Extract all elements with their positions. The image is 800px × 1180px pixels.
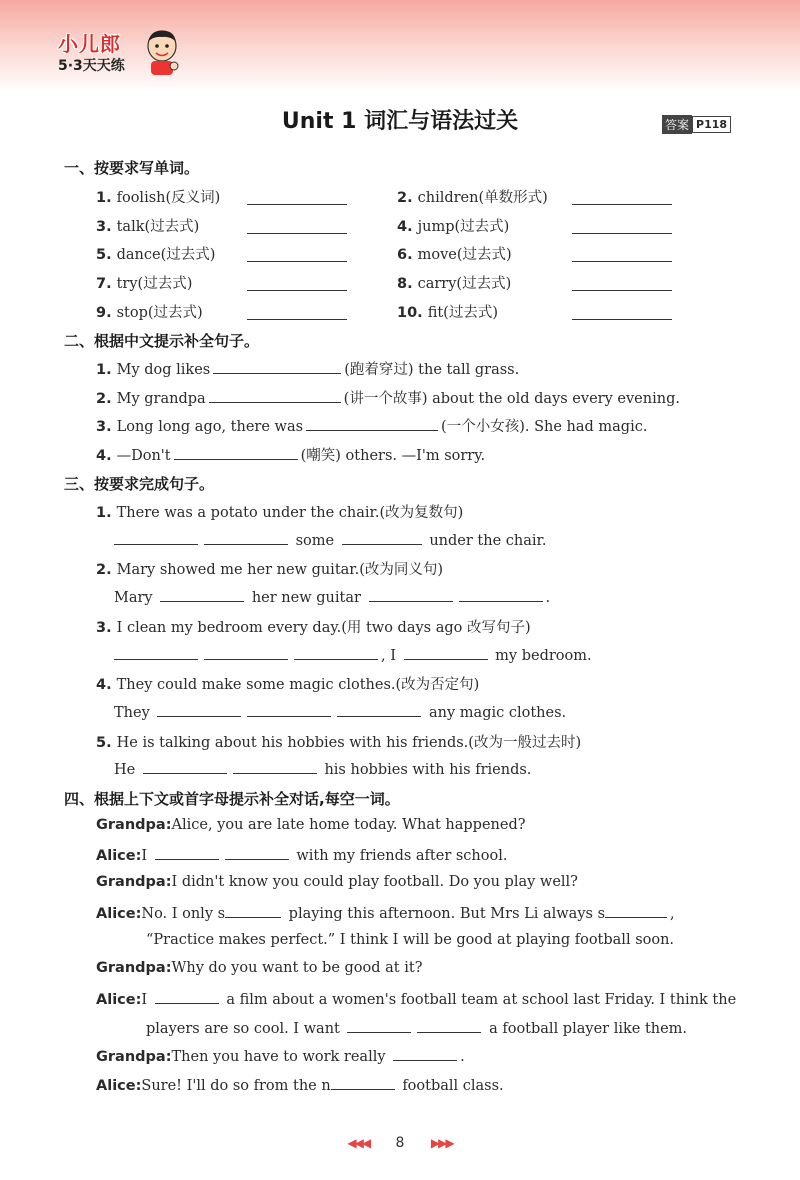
s3-3-blank-d[interactable] (404, 645, 488, 660)
s1-item-4: 4. jump(过去式) (397, 219, 510, 235)
s3-5-blank-b[interactable] (233, 759, 317, 774)
s3-question-2: 2. Mary showed me her new guitar.(改为同义句) (96, 562, 444, 578)
answer-label: 答案 (662, 115, 692, 134)
s2-blank-3[interactable] (306, 416, 438, 431)
s3-4-blank-b[interactable] (247, 702, 331, 717)
dialog-line-4: Alice:No. I only s playing this afternoon. But Mrs Li always s , (96, 903, 675, 922)
brand-logo (58, 28, 125, 75)
s4-blank-6[interactable] (347, 1018, 411, 1033)
s2-item-3: 3. Long long ago, there was (一个小女孩). She had magic. (96, 415, 647, 436)
s1-item-1: 1. foolish(反义词) (96, 190, 221, 206)
s3-question-4: 4. They could make some magic clothes.(改为否定句) (96, 677, 480, 693)
s3-answer-5: He his hobbies with his friends. (114, 759, 531, 778)
s3-answer-2: Mary her new guitar . (114, 587, 550, 606)
s4-blank-5[interactable] (155, 989, 219, 1004)
s1-item-6: 6. move(过去式) (397, 247, 512, 263)
s3-4-blank-c[interactable] (337, 702, 421, 717)
s4-blank-7[interactable] (417, 1018, 481, 1033)
s1-blank-2[interactable] (572, 203, 672, 205)
s1-item-3: 3. talk(过去式) (96, 219, 200, 235)
s1-item-7: 7. try(过去式) (96, 276, 193, 292)
series-name: 5·3天天练 (58, 58, 125, 74)
dialog-line-7: Alice:I a film about a women's football team at school last Friday. I think the (96, 989, 736, 1008)
section2-heading: 二、根据中文提示补全句子。 (64, 332, 260, 350)
s1-item-10: 10. fit(过去式) (397, 305, 498, 321)
s4-blank-3[interactable] (225, 903, 281, 918)
s1-blank-1[interactable] (247, 203, 347, 205)
s3-question-3: 3. I clean my bedroom every day.(用 two days ago 改写句子) (96, 620, 531, 636)
s2-blank-2[interactable] (209, 388, 341, 403)
s1-blank-10[interactable] (572, 318, 672, 320)
left-arrows-icon: ◀◀◀ (347, 1136, 370, 1150)
page-footer (0, 1135, 800, 1151)
dialog-line-8: players are so cool. I want a football player like them. (146, 1018, 687, 1037)
right-arrows-icon: ▶▶▶ (430, 1136, 453, 1150)
page-title: Unit 1 词汇与语法过关 (281, 109, 519, 134)
s4-blank-1[interactable] (155, 845, 219, 860)
s3-5-blank-a[interactable] (143, 759, 227, 774)
s2-item-4: 4. —Don't (嘲笑) others. —I'm sorry. (96, 444, 485, 465)
s1-item-9: 9. stop(过去式) (96, 305, 203, 321)
s3-3-blank-a[interactable] (114, 645, 198, 660)
s2-item-1: 1. My dog likes (跑着穿过) the tall grass. (96, 358, 519, 379)
s2-item-2: 2. My grandpa (讲一个故事) about the old days every evening. (96, 387, 680, 408)
s1-blank-6[interactable] (572, 260, 672, 262)
s3-answer-3: , I my bedroom. (114, 645, 592, 664)
dialog-line-9: Grandpa:Then you have to work really . (96, 1046, 465, 1065)
page-number: 8 (395, 1135, 405, 1151)
s1-blank-5[interactable] (247, 260, 347, 262)
s3-1-blank-b[interactable] (204, 530, 288, 545)
s1-item-8: 8. carry(过去式) (397, 276, 512, 292)
s3-2-blank-c[interactable] (459, 587, 543, 602)
dialog-line-5: “Practice makes perfect.” I think I will be good at playing football soon. (146, 932, 675, 948)
s4-blank-8[interactable] (393, 1046, 457, 1061)
section4-heading: 四、根据上下文或首字母提示补全对话,每空一词。 (64, 790, 400, 808)
dialog-line-1: Grandpa:Alice, you are late home today. What happened? (96, 817, 526, 833)
s3-1-blank-a[interactable] (114, 530, 198, 545)
brand-name: 小儿郎 (58, 32, 121, 56)
s1-blank-3[interactable] (247, 232, 347, 234)
s1-blank-9[interactable] (247, 318, 347, 320)
s3-4-blank-a[interactable] (157, 702, 241, 717)
s2-blank-4[interactable] (174, 445, 298, 460)
answer-reference (662, 115, 731, 134)
s4-blank-4[interactable] (605, 903, 667, 918)
s4-blank-9[interactable] (331, 1075, 395, 1090)
dialog-line-6: Grandpa:Why do you want to be good at it? (96, 960, 423, 976)
dialog-line-3: Grandpa:I didn't know you could play football. Do you play well? (96, 874, 578, 890)
s2-blank-1[interactable] (213, 359, 341, 374)
s3-3-blank-c[interactable] (294, 645, 378, 660)
s3-question-5: 5. He is talking about his hobbies with his friends.(改为一般过去时) (96, 735, 582, 751)
answer-page: P118 (692, 116, 731, 133)
s3-1-blank-c[interactable] (342, 530, 422, 545)
mascot-icon (143, 28, 181, 78)
section1-heading: 一、按要求写单词。 (64, 159, 200, 177)
dialog-line-10: Alice:Sure! I'll do so from the n football class. (96, 1075, 504, 1094)
section3-heading: 三、按要求完成句子。 (64, 475, 215, 493)
s4-blank-2[interactable] (225, 845, 289, 860)
s3-answer-1: some under the chair. (114, 530, 546, 549)
s3-2-blank-a[interactable] (160, 587, 244, 602)
s1-blank-8[interactable] (572, 289, 672, 291)
s1-item-2: 2. children(单数形式) (397, 190, 548, 206)
s1-blank-7[interactable] (247, 289, 347, 291)
dialog-line-2: Alice:I with my friends after school. (96, 845, 507, 864)
s1-blank-4[interactable] (572, 232, 672, 234)
s3-question-1: 1. There was a potato under the chair.(改为复数句) (96, 505, 464, 521)
s3-2-blank-b[interactable] (369, 587, 453, 602)
s3-answer-4: They any magic clothes. (114, 702, 566, 721)
s1-item-5: 5. dance(过去式) (96, 247, 216, 263)
s3-3-blank-b[interactable] (204, 645, 288, 660)
